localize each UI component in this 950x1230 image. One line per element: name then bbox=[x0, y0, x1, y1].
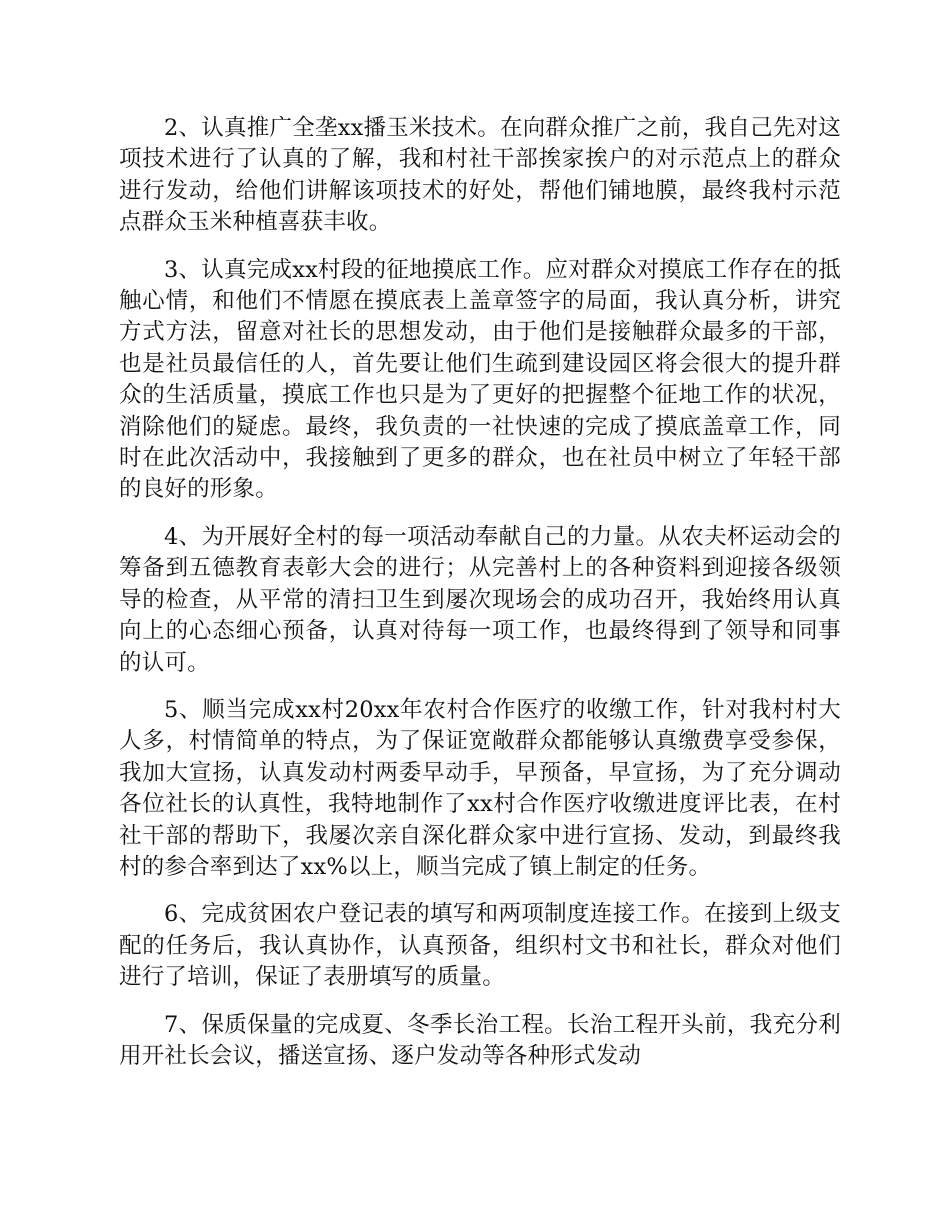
paragraph-item-6: 6、完成贫困农户登记表的填写和两项制度连接工作。在接到上级支配的任务后，我认真协作，认真预备，组织村文书和社长，群众对他们进行了培训，保证了表册填写的质量。 bbox=[119, 901, 841, 991]
paragraph-item-4: 4、为开展好全村的每一项活动奉献自己的力量。从农夫杯运动会的筹备到五德教育表彰大会的进行；从完善村上的各种资料到迎接各级领导的检查，从平常的清扫卫生到屡次现场会的成功召开，我始终用认真向上的心态细心预备，认真对待每一项工作，也最终得到了领导和同事的认可。 bbox=[119, 523, 841, 676]
document-body bbox=[119, 113, 841, 1088]
paragraph-item-2: 2、认真推广全垄xx播玉米技术。在向群众推广之前，我自己先对这项技术进行了认真的了解，我和村社干部挨家挨户的对示范点上的群众进行发动，给他们讲解该项技术的好处，帮他们铺地膜，最终我村示范点群众玉米种植喜获丰收。 bbox=[119, 115, 841, 236]
paragraph-item-5: 5、顺当完成xx村20xx年农村合作医疗的收缴工作，针对我村村大人多，村情简单的特点，为了保证宽敞群众都能够认真缴费享受参保，我加大宣扬，认真发动村两委早动手，早预备，早宣扬，为了充分调动各位社长的认真性，我特地制作了xx村合作医疗收缴进度评比表，在村社干部的帮助下，我屡次亲自深化群众家中进行宣扬、发动，到最终我村的参合率到达了xx%以上，顺当完成了镇上制定的任务。 bbox=[119, 696, 841, 880]
paragraph-item-7: 7、保质保量的完成夏、冬季长治工程。长治工程开头前，我充分利用开社长会议，播送宣扬、逐户发动等各种形式发动 bbox=[119, 1011, 841, 1069]
paragraph-item-3: 3、认真完成xx村段的征地摸底工作。应对群众对摸底工作存在的抵触心情，和他们不情愿在摸底表上盖章签字的局面，我认真分析，讲究方式方法，留意对社长的思想发动，由于他们是接触群众最多的干部，也是社员最信任的人，首先要让他们生疏到建设园区将会很大的提升群众的生活质量，摸底工作也只是为了更好的把握整个征地工作的状况，消除他们的疑虑。最终，我负责的一社快速的完成了摸底盖章工作，同时在此次活动中，我接触到了更多的群众，也在社员中树立了年轻干部的良好的形象。 bbox=[119, 256, 841, 503]
